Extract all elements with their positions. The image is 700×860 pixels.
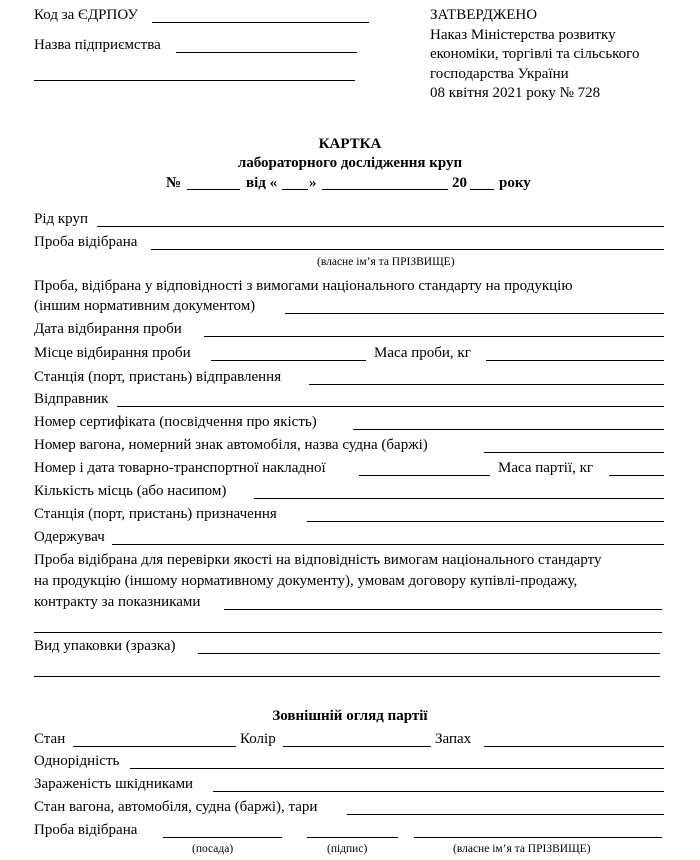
pest-infestation-field[interactable]	[213, 791, 664, 792]
packaging-field-line2[interactable]	[34, 676, 660, 677]
purpose-line2: на продукцію (іншому нормативному документу), умовам договору купівлі-продажу,	[34, 573, 578, 589]
approval-block	[430, 6, 639, 104]
purpose-line3: контракту за показниками	[34, 594, 201, 610]
condition-field[interactable]	[73, 746, 236, 747]
certificate-number-label: Номер сертифіката (посвідчення про якість)	[34, 414, 317, 430]
batch-mass-label: Маса партії, кг	[498, 460, 594, 476]
waybill-label: Номер і дата товарно-транспортної накладної	[34, 460, 326, 476]
standard-field[interactable]	[285, 313, 664, 314]
uniformity-label: Однорідність	[34, 753, 120, 769]
smell-field[interactable]	[484, 746, 664, 747]
sample-mass-label: Маса проби, кг	[374, 345, 471, 361]
approved-line1: Наказ Міністерства розвитку	[430, 26, 616, 43]
position-caption: (посада)	[192, 843, 234, 855]
standard-line2: (іншим нормативним документом)	[34, 298, 256, 314]
grain-type-label: Рід круп	[34, 211, 89, 227]
position-field[interactable]	[163, 837, 282, 838]
quote-close: »	[309, 175, 317, 191]
sampling-date-field[interactable]	[204, 336, 664, 337]
purpose-line1: Проба відібрана для перевірки якості на відповідність вимогам національного стандарту	[34, 552, 602, 568]
color-label: Колір	[240, 731, 276, 747]
grain-type-field[interactable]	[97, 226, 664, 227]
condition-label: Стан	[34, 731, 66, 747]
approved-title: ЗАТВЕРДЖЕНО	[430, 7, 538, 23]
year-suffix: року	[499, 175, 531, 191]
vehicle-condition-field[interactable]	[347, 814, 664, 815]
year-prefix: 20	[452, 175, 467, 191]
destination-station-label: Станція (порт, пристань) призначення	[34, 506, 277, 522]
batch-mass-field[interactable]	[609, 475, 664, 476]
sampling-date-label: Дата відбирання проби	[34, 321, 182, 337]
card-number-field[interactable]	[187, 189, 240, 190]
name-caption: (власне ім’я та ПРІЗВИЩЕ)	[317, 256, 455, 268]
wagon-number-field[interactable]	[484, 452, 664, 453]
places-count-label: Кількість місць (або насипом)	[34, 483, 227, 499]
sample-taken-by-label: Проба відібрана	[34, 234, 138, 250]
approved-line4: 08 квітня 2021 року № 728	[430, 85, 601, 101]
year-field[interactable]	[470, 189, 494, 190]
signature-caption: (підпис)	[327, 843, 368, 855]
signature-field[interactable]	[307, 837, 398, 838]
sampling-place-field[interactable]	[211, 360, 366, 361]
packaging-label: Вид упаковки (зразка)	[34, 638, 176, 654]
edrpou-label: Код за ЄДРПОУ	[34, 7, 138, 23]
sample-taken-by-field[interactable]	[151, 249, 664, 250]
recipient-field[interactable]	[112, 544, 664, 545]
destination-station-field[interactable]	[307, 521, 664, 522]
date-from-label: від «	[246, 175, 278, 191]
sender-field[interactable]	[117, 406, 664, 407]
card-title: КАРТКА	[318, 136, 382, 152]
purpose-field[interactable]	[224, 609, 662, 610]
recipient-label: Одержувач	[34, 529, 105, 545]
approved-line3: господарства України	[430, 65, 569, 82]
departure-station-label: Станція (порт, пристань) відправлення	[34, 369, 282, 385]
approved-line2: економіки, торгівлі та сільського	[430, 46, 640, 62]
number-prefix: №	[166, 175, 182, 191]
uniformity-field[interactable]	[130, 768, 664, 769]
company-field-line2[interactable]	[34, 80, 355, 81]
card-subtitle: лабораторного дослідження круп	[237, 155, 463, 171]
month-field[interactable]	[322, 189, 448, 190]
color-field[interactable]	[283, 746, 431, 747]
name-field[interactable]	[414, 837, 662, 838]
places-count-field[interactable]	[254, 498, 664, 499]
day-field[interactable]	[282, 189, 308, 190]
company-field[interactable]	[176, 52, 357, 53]
wagon-number-label: Номер вагона, номерний знак автомобіля, назва судна (баржі)	[34, 437, 428, 453]
pest-infestation-label: Зараженість шкідниками	[34, 776, 194, 792]
certificate-number-field[interactable]	[353, 429, 664, 430]
sampling-place-label: Місце відбирання проби	[34, 345, 191, 361]
smell-label: Запах	[435, 731, 472, 747]
vehicle-condition-label: Стан вагона, автомобіля, судна (баржі), тари	[34, 799, 318, 815]
standard-line1: Проба, відібрана у відповідності з вимогами національного стандарту на продукцію	[34, 278, 573, 294]
waybill-field[interactable]	[359, 475, 490, 476]
sample-taken-label: Проба відібрана	[34, 822, 138, 838]
edrpou-field[interactable]	[152, 22, 369, 23]
departure-station-field[interactable]	[309, 384, 664, 385]
inspection-title: Зовнішній огляд партії	[272, 708, 428, 724]
sample-mass-field[interactable]	[486, 360, 664, 361]
purpose-field-line2[interactable]	[34, 632, 662, 633]
name-caption-bottom: (власне ім’я та ПРІЗВИЩЕ)	[453, 843, 591, 855]
sender-label: Відправник	[34, 391, 109, 407]
packaging-field[interactable]	[198, 653, 660, 654]
company-label: Назва підприємства	[34, 37, 161, 53]
